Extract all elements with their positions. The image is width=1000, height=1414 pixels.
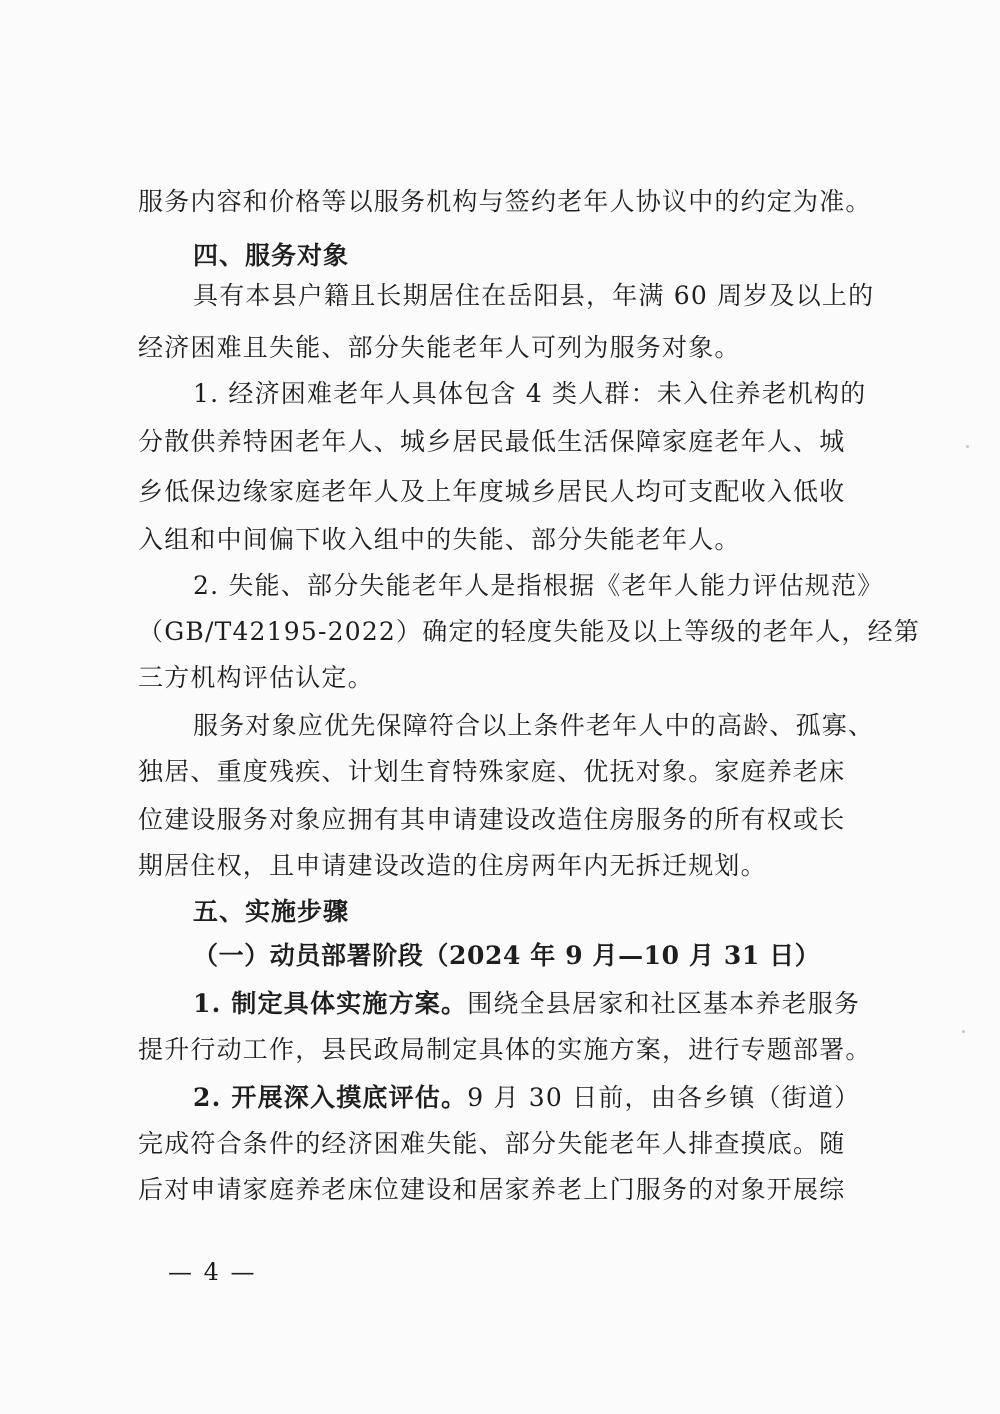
paragraph-line: 独居、重度残疾、计划生育特殊家庭、优抚对象。家庭养老床 bbox=[138, 757, 846, 786]
paragraph-line: 期居住权，且申请建设改造的住房两年内无拆迁规划。 bbox=[138, 851, 767, 880]
item-text: 9 月 30 日前，由各乡镇（街道） bbox=[467, 1083, 861, 1112]
paragraph-line: 三方机构评估认定。 bbox=[138, 663, 374, 692]
page-number: — 4 — bbox=[168, 1258, 257, 1286]
section-heading-5: 五、实施步骤 bbox=[193, 897, 350, 926]
paragraph-line: 入组和中间偏下收入组中的失能、部分失能老年人。 bbox=[138, 525, 741, 554]
paragraph-line: 服务内容和价格等以服务机构与签约老年人协议中的约定为准。 bbox=[138, 187, 872, 216]
paragraph-line: 2. 失能、部分失能老年人是指根据《老年人能力评估规范》 bbox=[193, 571, 884, 600]
paragraph-line: 服务对象应优先保障符合以上条件老年人中的高龄、孤寡、 bbox=[193, 711, 875, 740]
paragraph-line: 乡低保边缘家庭老年人及上年度城乡居民人均可支配收入低收 bbox=[138, 477, 846, 506]
paragraph-line: 后对申请家庭养老床位建设和居家养老上门服务的对象开展综 bbox=[138, 1175, 846, 1204]
paragraph-line: （GB/T42195-2022）确定的轻度失能及以上等级的老年人，经第 bbox=[138, 617, 921, 646]
paragraph-line: 提升行动工作，县民政局制定具体的实施方案，进行专题部署。 bbox=[138, 1035, 872, 1064]
paragraph-line bbox=[193, 1072, 861, 1124]
paragraph-line bbox=[193, 978, 861, 1030]
paragraph-line: 经济困难且失能、部分失能老年人可列为服务对象。 bbox=[138, 333, 741, 362]
item-text: 围绕全县居家和社区基本养老服务 bbox=[467, 989, 861, 1018]
section-heading-4: 四、服务对象 bbox=[193, 241, 350, 270]
paragraph-line: 位建设服务对象应拥有其申请建设改造住房服务的所有权或长 bbox=[138, 805, 846, 834]
scan-speck bbox=[962, 1030, 965, 1033]
scan-speck bbox=[966, 445, 969, 448]
paragraph-line: 1. 经济困难老年人具体包含 4 类人群：未入住养老机构的 bbox=[193, 379, 867, 408]
subsection-heading: （一）动员部署阶段（2024 年 9 月—10 月 31 日） bbox=[193, 941, 821, 970]
paragraph-line: 完成符合条件的经济困难失能、部分失能老年人排查摸底。随 bbox=[138, 1129, 846, 1158]
paragraph-line: 分散供养特困老年人、城乡居民最低生活保障家庭老年人、城 bbox=[138, 427, 846, 456]
paragraph-line: 具有本县户籍且长期居住在岳阳县，年满 60 周岁及以上的 bbox=[193, 281, 875, 310]
item-title: 2. 开展深入摸底评估。 bbox=[193, 1083, 468, 1112]
item-title: 1. 制定具体实施方案。 bbox=[193, 989, 468, 1018]
